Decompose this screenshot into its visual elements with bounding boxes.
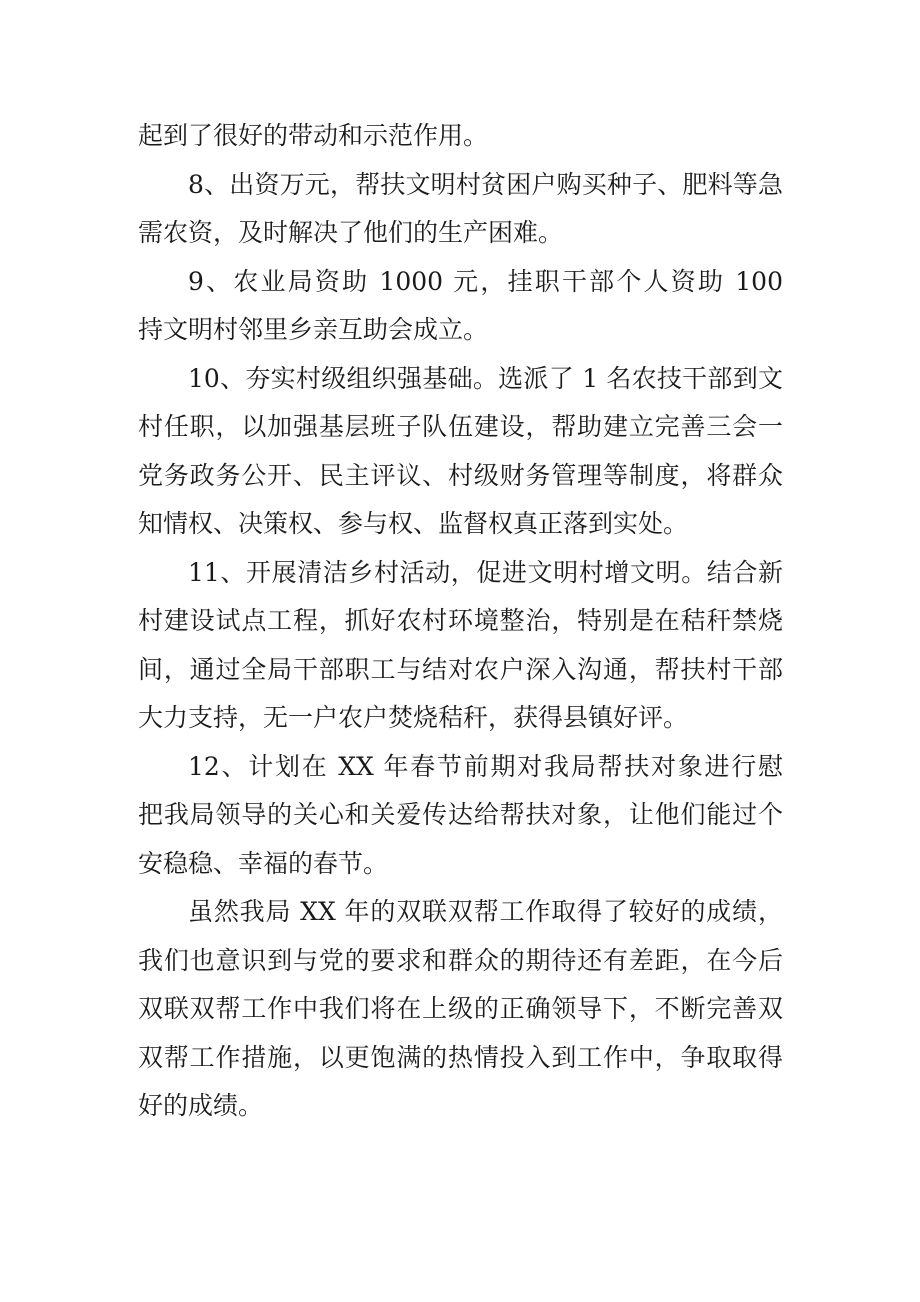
text-line: 村建设试点工程，抓好农村环境整治，特别是在秸秆禁烧: [138, 606, 783, 635]
text-line: 双联双帮工作中我们将在上级的正确领导下，不断完善双: [138, 994, 783, 1023]
text-line: 好的成绩。: [138, 1091, 264, 1120]
text-line: 把我局领导的关心和关爱传达给帮扶对象，让他们能过个: [138, 800, 783, 829]
text-line: 安稳稳、幸福的春节。: [138, 848, 389, 878]
text-line: 虽然我局 XX 年的双联双帮工作取得了较好的成绩，: [188, 897, 783, 926]
text-line: 我们也意识到与党的要求和群众的期待还有差距，在今后: [138, 945, 783, 975]
text-line: 9、农业局资助 1000 元，挂职干部个人资助 100: [188, 266, 783, 296]
text-line: 需农资，及时解决了他们的生产困难。: [138, 218, 564, 247]
document-body: [138, 112, 783, 1131]
text-line: 知情权、决策权、参与权、监督权真正落到实处。: [138, 509, 689, 538]
text-line: 12、计划在 XX 年春节前期对我局帮扶对象进行慰: [188, 751, 783, 781]
text-line: 双帮工作措施，以更饱满的热情投入到工作中，争取取得: [138, 1042, 783, 1072]
text-line: 10、夯实村级组织强基础。选派了 1 名农技干部到文: [188, 363, 783, 393]
text-line: 党务政务公开、民主评议、村级财务管理等制度，将群众: [138, 460, 783, 490]
text-line: 持文明村邻里乡亲互助会成立。: [138, 315, 489, 344]
text-line: 起到了很好的带动和示范作用。: [138, 121, 489, 150]
text-line: 大力支持，无一户农户焚烧秸秆，获得县镇好评。: [138, 703, 689, 732]
text-line: 村任职，以加强基层班子队伍建设，帮助建立完善三会一: [138, 412, 783, 441]
text-line: 11、开展清洁乡村活动，促进文明村增文明。结合新: [188, 557, 783, 587]
text-line: 8、出资万元，帮扶文明村贫困户购买种子、肥料等急: [188, 169, 783, 199]
text-line: 间，通过全局干部职工与结对农户深入沟通，帮扶村干部: [138, 654, 783, 684]
